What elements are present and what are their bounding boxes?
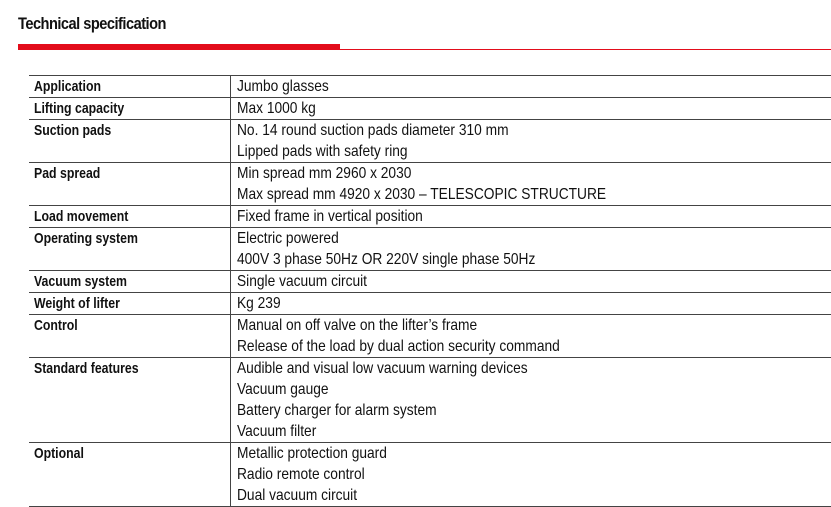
spec-row: [29, 206, 831, 228]
spec-value-line: Vacuum gauge: [237, 379, 748, 400]
spec-label-cell: [29, 358, 231, 443]
spec-label-cell: [29, 76, 231, 98]
spec-value-cell: [231, 76, 831, 98]
spec-value-line: Max 1000 kg: [237, 98, 748, 119]
spec-row: [29, 98, 831, 120]
spec-label-cell: [29, 315, 231, 358]
spec-value-cell: [231, 293, 831, 315]
spec-value-cell: [231, 315, 831, 358]
spec-label-cell: [29, 120, 231, 163]
spec-value-line: Lipped pads with safety ring: [237, 141, 748, 162]
spec-value-line: Battery charger for alarm system: [237, 400, 748, 421]
spec-value-line: Min spread mm 2960 x 2030: [237, 163, 748, 184]
spec-label: Standard features: [34, 358, 195, 379]
spec-value-line: Kg 239: [237, 293, 748, 314]
spec-value-line: Release of the load by dual action security command: [237, 336, 748, 357]
spec-value-cell: [231, 271, 831, 293]
spec-value-line: 400V 3 phase 50Hz OR 220V single phase 50Hz: [237, 249, 748, 270]
spec-row: [29, 271, 831, 293]
spec-row: [29, 315, 831, 358]
spec-value-cell: [231, 120, 831, 163]
spec-label-cell: [29, 98, 231, 120]
spec-value-cell: [231, 163, 831, 206]
spec-label: Pad spread: [34, 163, 195, 184]
spec-label-cell: [29, 293, 231, 315]
spec-row: [29, 163, 831, 206]
spec-label: Optional: [34, 443, 195, 464]
spec-value-line: Metallic protection guard: [237, 443, 748, 464]
spec-label: Load movement: [34, 206, 195, 227]
spec-value-line: No. 14 round suction pads diameter 310 mm: [237, 120, 748, 141]
spec-value-line: Vacuum filter: [237, 421, 748, 442]
spec-row: [29, 120, 831, 163]
spec-row: [29, 228, 831, 271]
spec-label: Control: [34, 315, 195, 336]
spec-value-cell: [231, 98, 831, 120]
spec-label: Lifting capacity: [34, 98, 195, 119]
spec-label: Weight of lifter: [34, 293, 195, 314]
spec-value-line: Dual vacuum circuit: [237, 485, 748, 506]
spec-label-cell: [29, 443, 231, 507]
spec-row: [29, 293, 831, 315]
spec-value-line: Audible and visual low vacuum warning devices: [237, 358, 748, 379]
spec-row: [29, 443, 831, 507]
spec-value-line: Radio remote control: [237, 464, 748, 485]
spec-value-line: Fixed frame in vertical position: [237, 206, 748, 227]
title-underline-red: [18, 44, 340, 50]
spec-label: Operating system: [34, 228, 195, 249]
spec-row: [29, 76, 831, 98]
spec-label-cell: [29, 206, 231, 228]
spec-table-body: [29, 76, 831, 507]
spec-label-cell: [29, 271, 231, 293]
title-underline-thin: [340, 49, 831, 50]
spec-table: [29, 75, 831, 507]
spec-row: [29, 358, 831, 443]
spec-value-line: Single vacuum circuit: [237, 271, 748, 292]
spec-label-cell: [29, 163, 231, 206]
spec-label-cell: [29, 228, 231, 271]
spec-label: Suction pads: [34, 120, 195, 141]
spec-value-line: Jumbo glasses: [237, 76, 748, 97]
spec-value-line: Max spread mm 4920 x 2030 – TELESCOPIC STRUCTURE: [237, 184, 748, 205]
spec-value-cell: [231, 443, 831, 507]
spec-label: Vacuum system: [34, 271, 195, 292]
spec-value-cell: [231, 358, 831, 443]
spec-label: Application: [34, 76, 195, 97]
spec-value-line: Electric powered: [237, 228, 748, 249]
page-title: Technical specification: [18, 14, 166, 34]
spec-value-line: Manual on off valve on the lifter’s frame: [237, 315, 748, 336]
spec-value-cell: [231, 228, 831, 271]
spec-value-cell: [231, 206, 831, 228]
